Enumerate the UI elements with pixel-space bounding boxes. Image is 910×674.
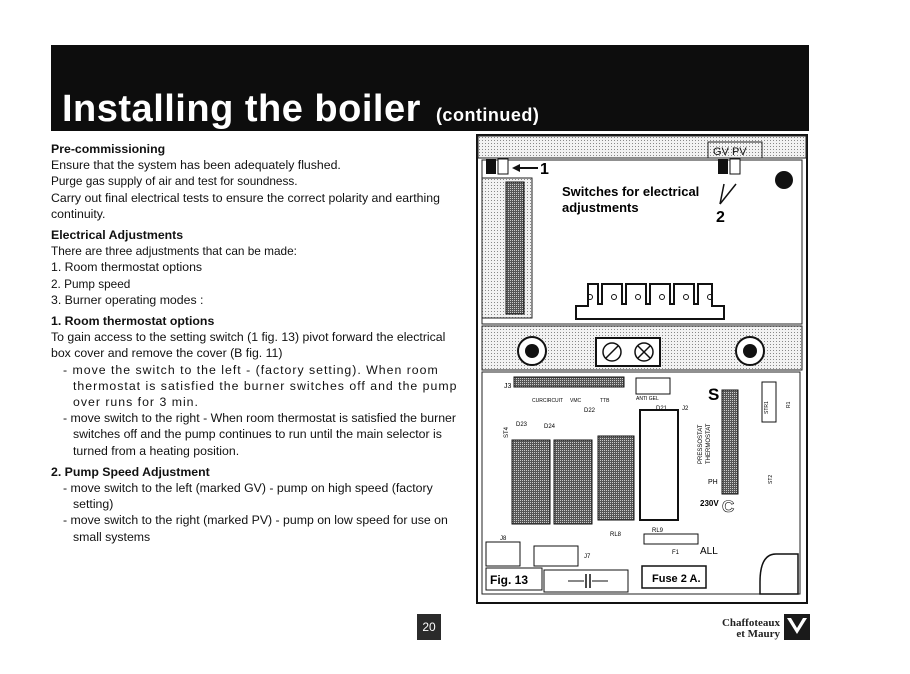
transformer-right	[554, 440, 592, 524]
relay-rl8	[598, 436, 634, 520]
title-subtitle: (continued)	[435, 105, 540, 125]
d23-label: D23	[516, 422, 528, 428]
j3-label: J3	[504, 383, 512, 390]
callout-2: 2	[716, 209, 725, 226]
header-banner	[51, 45, 809, 131]
j8-label: J8	[500, 536, 507, 542]
transformer-left	[512, 440, 550, 524]
earth-terminal	[596, 338, 660, 366]
screw-right-inner	[743, 344, 757, 358]
anti-gel-block	[636, 378, 670, 394]
j7-label: J7	[584, 554, 591, 560]
relay-rl9	[640, 410, 678, 520]
tiny-label-ttb: TTB	[600, 398, 610, 404]
switch-2-off	[730, 159, 740, 174]
title-text: Installing the boiler	[62, 88, 421, 130]
anti-gel-label: ANTI GEL	[636, 396, 659, 402]
voltage-label: 230V	[700, 499, 719, 508]
d24-label: D24	[544, 424, 556, 430]
switch-1-on	[486, 159, 496, 174]
c-label: C	[722, 497, 735, 516]
room-thermostat-heading: 1. Room thermostat options	[51, 314, 215, 329]
callout-1: 1	[540, 161, 549, 178]
j3-connector	[514, 377, 624, 387]
str1-label: STR1	[764, 401, 770, 414]
brand-text	[722, 618, 780, 640]
text-column	[51, 140, 461, 545]
j2-label: J2	[682, 406, 689, 412]
terminal-connector	[576, 284, 724, 319]
page-number: 20	[417, 614, 441, 640]
switch-1-off	[498, 159, 508, 174]
thermostat-label: THERMOSTAT	[706, 423, 712, 464]
d22-label: D22	[584, 408, 596, 414]
room-thermostat-bullet: - move switch to the right - When room thermostat is satisfied the burner switches off and the pump continues to run until the main selector is turned from a heating position.	[63, 411, 456, 458]
precommissioning-heading: Pre-commissioning	[51, 142, 166, 156]
rl8-label: RL8	[610, 532, 622, 538]
electrical-item: 2. Pump speed	[51, 276, 131, 291]
st4-label: ST4	[504, 426, 510, 438]
pump-speed-heading: 2. Pump Speed Adjustment	[51, 464, 210, 479]
brand-line1: Chaffoteaux	[721, 617, 780, 629]
pressostat-label: PRESSOSTAT	[698, 424, 704, 464]
switch-2-on	[718, 159, 728, 174]
electrical-item: 3. Burner operating modes :	[51, 292, 204, 307]
figure-caption: Fig. 13	[490, 573, 529, 587]
precommissioning-line: Purge gas supply of air and test for soundness.	[51, 174, 298, 189]
corner-curve	[760, 554, 798, 594]
tiny-label-vmc: VMC	[570, 398, 582, 404]
terminal-strip-s	[722, 390, 738, 494]
rl9-label: RL9	[652, 528, 664, 534]
room-thermostat-bullet: - move the switch to the left - (factory setting). When room thermostat is satisfied the burner switches off and the pump over runs for 3 min.	[63, 362, 458, 410]
left-bar-component	[506, 182, 524, 314]
switch-label-line2: adjustments	[562, 200, 639, 215]
figure-13-diagram	[476, 134, 808, 604]
electrical-heading: Electrical Adjustments	[51, 228, 184, 243]
electrical-intro: There are three adjustments that can be made:	[51, 244, 297, 259]
chevron-logo-icon	[784, 614, 810, 640]
fuse-holder	[644, 534, 698, 544]
switch-label-line1: Switches for electrical	[562, 184, 700, 199]
j7-connector	[534, 546, 578, 566]
gv-pv-label: GV PV	[713, 146, 747, 158]
j8-connector	[486, 542, 520, 566]
pump-speed-bullet: - move switch to the right (marked PV) - pump on low speed for use on small systems	[63, 513, 448, 544]
fuse-label: Fuse 2 A.	[652, 573, 701, 585]
indicator-dot	[775, 171, 793, 189]
s-label: S	[708, 385, 720, 404]
page-title	[62, 89, 539, 135]
tiny-label-curcircuit: CURCIRCUIT	[532, 398, 564, 404]
ph-label: PH	[708, 479, 718, 486]
brand-logo	[712, 612, 810, 642]
screw-left-inner	[525, 344, 539, 358]
electrical-item: 1. Room thermostat options	[51, 260, 203, 275]
st2-label: ST2	[768, 474, 774, 484]
precommissioning-line: Ensure that the system has been adequately flushed.	[51, 158, 341, 173]
precommissioning-line: Carry out final electrical tests to ensure the correct polarity and earthing continuity.	[51, 190, 440, 221]
brand-line2: et Maury	[736, 628, 780, 640]
pump-speed-bullet: - move switch to the left (marked GV) - pump on high speed (factory setting)	[63, 481, 433, 512]
f1-label: F1	[672, 550, 680, 556]
room-thermostat-intro: To gain access to the setting switch (1 fig. 13) pivot forward the electrical box cover and remove the cover (B fig. 11)	[51, 330, 446, 361]
all-label: ALL	[700, 546, 718, 557]
r1-label: R1	[786, 401, 792, 408]
